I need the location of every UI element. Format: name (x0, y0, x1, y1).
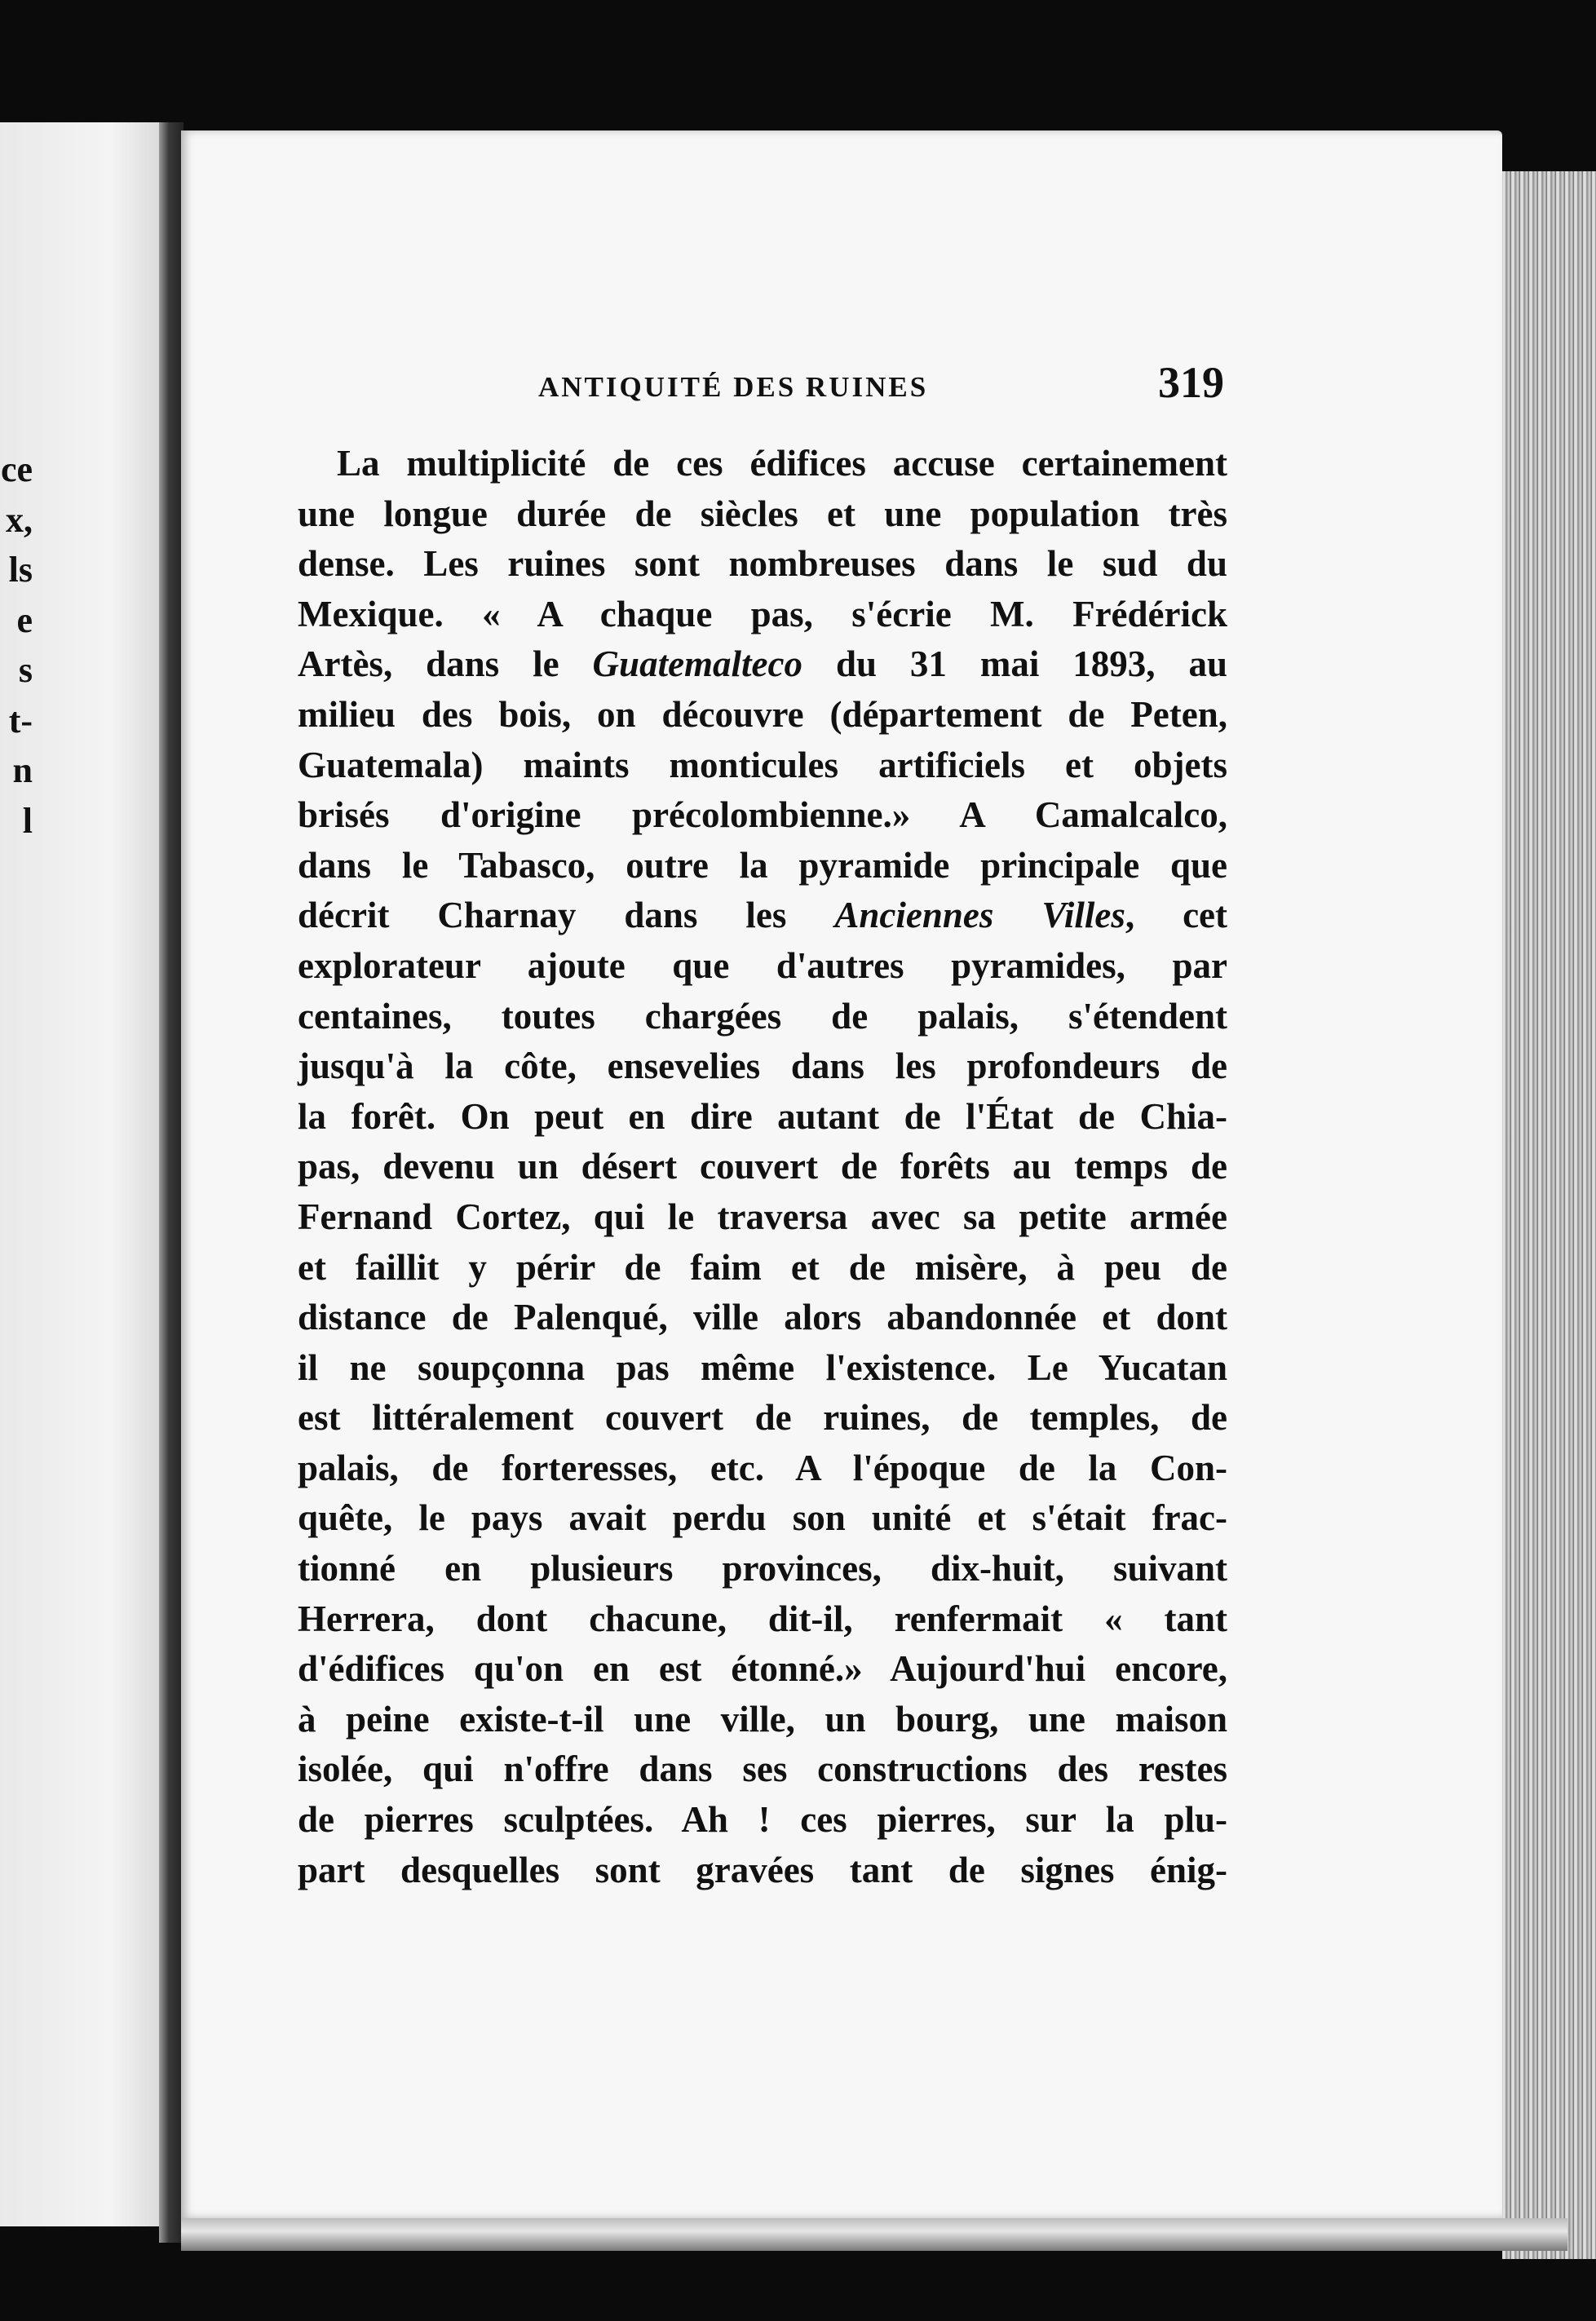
book-gutter (159, 122, 183, 2243)
fragment-line: ls (8, 550, 33, 590)
facing-page-text-fragments (0, 444, 33, 846)
text-line: une longue durée de siècles et une population très (298, 493, 1227, 534)
text-line: palais, de forteresses, etc. A l'époque de la Con- (298, 1447, 1227, 1488)
text-line: et faillit y périr de faim et de misère, à peu de (298, 1246, 1227, 1288)
facing-page-left (0, 122, 159, 2226)
text-line: La multiplicité de ces édifices accuse certainement (337, 443, 1227, 484)
italic-title: Anciennes Villes (834, 895, 1125, 936)
text-line: est littéralement couvert de ruines, de temples, de (298, 1397, 1227, 1439)
page-bottom-edge (181, 2218, 1567, 2251)
text-line: d'édifices qu'on en est étonné.» Aujourd'hui encore, (298, 1648, 1227, 1690)
text-line: part desquelles sont gravées tant de signes énig- (298, 1849, 1227, 1890)
fragment-line: n (12, 750, 33, 790)
text-line: Herrera, dont chacune, dit-il, renfermait « tant (298, 1598, 1227, 1639)
text-line: à peine existe-t-il une ville, un bourg, une maison (298, 1698, 1227, 1740)
text-line: milieu des bois, on découvre (département de Peten, (298, 693, 1227, 735)
text-line: il ne soupçonna pas même l'existence. Le Yucatan (298, 1346, 1227, 1388)
page-edges (1502, 171, 1596, 2259)
text-line: de pierres sculptées. Ah ! ces pierres, sur la plu- (298, 1799, 1227, 1841)
text-line: brisés d'origine précolombienne.» A Camalcalco, (298, 794, 1227, 836)
italic-title: Guatemalteco (592, 643, 803, 685)
text-line: dense. Les ruines sont nombreuses dans le sud du (298, 543, 1227, 585)
fragment-line: l (22, 800, 33, 841)
text-line: pas, devenu un désert couvert de forêts au temps de (298, 1146, 1227, 1187)
text-line: Guatemala) maints monticules artificiels et objets (298, 744, 1227, 785)
text-line: isolée, qui n'offre dans ses constructions des restes (298, 1748, 1227, 1790)
text-line: Mexique. « A chaque pas, s'écrie M. Frédérick (298, 593, 1227, 634)
text-line: quête, le pays avait perdu son unité et s'était frac- (298, 1497, 1227, 1539)
body-paragraph (298, 439, 1227, 1895)
fragment-line: e (16, 599, 33, 640)
text-line: distance de Palenqué, ville alors abandonnée et dont (298, 1297, 1227, 1338)
text-line: explorateur ajoute que d'autres pyramides, par (298, 944, 1227, 986)
fragment-line: ce (0, 449, 33, 489)
text-line: Fernand Cortez, qui le traversa avec sa petite armée (298, 1196, 1227, 1237)
fragment-line: t- (8, 700, 33, 741)
text-line-with-italic: Artès, dans le Guatemalteco du 31 mai 1893, au (298, 643, 1228, 685)
text-line: tionné en plusieurs provinces, dix-huit, suivant (298, 1548, 1227, 1589)
fragment-line: x, (6, 499, 33, 540)
text-line: dans le Tabasco, outre la pyramide principale que (298, 844, 1227, 886)
text-line: la forêt. On peut en dire autant de l'État de Chia- (298, 1095, 1227, 1137)
text-line-with-italic: décrit Charnay dans les Anciennes Villes, cet (298, 895, 1227, 936)
text-line: centaines, toutes chargées de palais, s'étendent (298, 995, 1227, 1037)
text-line: jusqu'à la côte, ensevelies dans les profondeurs de (298, 1046, 1227, 1087)
page-number: 319 (1158, 358, 1224, 407)
fragment-line: s (18, 650, 33, 690)
running-head: ANTIQUITÉ DES RUINES (538, 371, 929, 403)
